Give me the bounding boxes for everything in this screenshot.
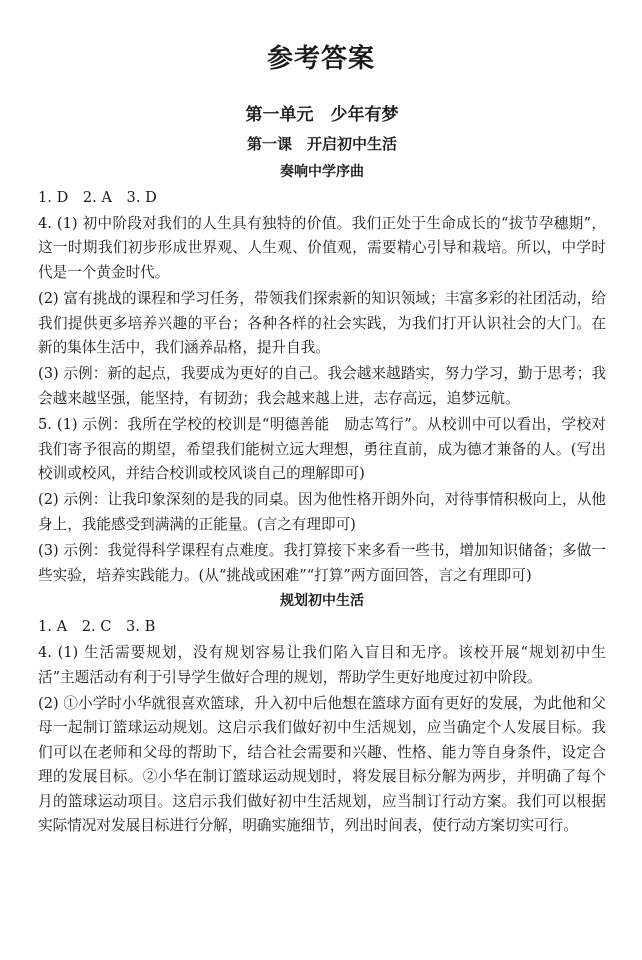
answer-paragraph: (2) 富有挑战的课程和学习任务，带领我们探索新的知识领域；丰富多彩的社团活动，给我们提供更多培养兴趣的平台；各种各样的社会实践，为我们打开认识社会的大门。在新的集体生活中，我们涵养品格，提升自我。	[38, 290, 606, 357]
answer-paragraph: (3) 示例：我觉得科学课程有点难度。我打算接下来多看一些书，增加知识储备；多做一些实验，培养实践能力。(从“挑战或困难”“打算”两方面回答，言之有理即可)	[38, 542, 606, 584]
answer-paragraph: 5. (1) 示例：我所在学校的校训是“明德善能 励志笃行”。从校训中可以看出，学校对我们寄予很高的期望，希望我们能树立远大理想，勇往直前，成为德才兼备的人。(写出校训或校风，并结合校训或校风谈自己的理解即可)	[38, 416, 606, 483]
answer-paragraph: 4. (1) 生活需要规划，没有规划容易让我们陷入盲目和无序。该校开展“规划初中生活”主题活动有利于引导学生做好合理的规划，帮助学生更好地度过初中阶段。	[38, 644, 606, 686]
section-heading: 规划初中生活	[280, 593, 364, 610]
answer-paragraph: (2) ①小学时小华就很喜欢篮球，升入初中后他想在篮球方面有更好的发展，为此他和父母一起制订篮球运动规划。这启示我们做好初中生活规划，应当确定个人发展目标。我们可以在老师和父母的帮助下，结合社会需要和兴趣、性格、能力等自身条件，设定合理的发展目标。②小华在制订篮球运动规划时，将发展目标分解为两步，并明确了每个月的篮球运动项目。这启示我们做好初中生活规划，应当制订行动方案。我们可以根据实际情况对发展目标进行分解，明确实施细节，列出时间表，使行动方案切实可行。	[38, 694, 606, 834]
unit-heading: 第一单元 少年有梦	[245, 105, 399, 125]
answer-paragraph: (2) 示例：让我印象深刻的是我的同桌。因为他性格开朗外向，对待事情积极向上，从他身上，我能感受到满满的正能量。(言之有理即可)	[38, 491, 606, 533]
answer-content	[38, 103, 606, 840]
answer-paragraph: 4. (1) 初中阶段对我们的人生具有独特的价值。我们正处于生命成长的“拔节孕穗期”，这一时期我们初步形成世界观、人生观、价值观，需要精心引导和栽培。所以，中学时代是一个黄金时代。	[38, 215, 606, 281]
page-edge-mark	[626, 910, 640, 950]
section-heading: 奏响中学序曲	[280, 164, 364, 180]
page-title: 参考答案	[266, 44, 375, 74]
lesson-heading: 第一课 开启初中生活	[246, 135, 397, 153]
answer-paragraph: (3) 示例：新的起点，我要成为更好的自己。我会越来越踏实，努力学习，勤于思考；我会越来越坚强，能坚持，有韧劲；我会越来越上进，志存高远，追梦远航。	[38, 365, 606, 407]
section-zouxiang	[38, 161, 606, 588]
choice-answers: 1. D 2. A 3. D	[38, 189, 157, 206]
section-guihua	[38, 590, 606, 838]
choice-answers: 1. A 2. C 3. B	[38, 618, 156, 636]
